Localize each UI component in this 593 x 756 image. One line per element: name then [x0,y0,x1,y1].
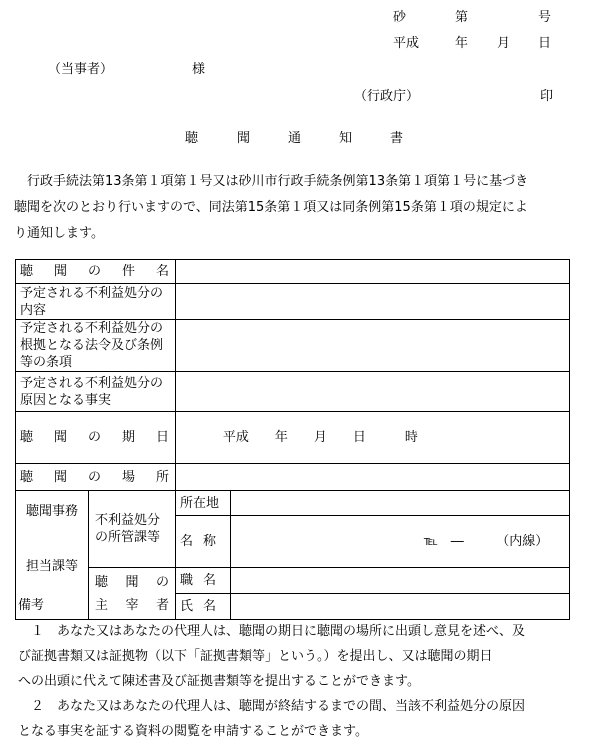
remarks-body [18,619,588,744]
location-value [231,491,570,516]
hearing-place-value [176,464,570,491]
row-hearing-place [16,464,570,491]
date-year: 年 [455,36,469,51]
recipient-honorific: 様 [192,62,206,77]
location-label: 所在地 [176,491,231,516]
post-value [231,568,570,594]
disposition-basis-value [176,320,570,372]
remark-line: ２ あなた又はあなたの代理人は、聴聞が終結するまでの間、当該不利益処分の原因 [18,699,526,714]
title-char: 聴 [185,131,199,146]
recipient-label: （当事者） [48,62,114,77]
post-label: 職 名 [176,568,231,594]
disposition-cause-label: 予定される不利益処分の原因となる事実 [16,372,176,412]
disposition-content-value [176,284,570,320]
name-label: 名 称 [176,516,231,568]
case-name-label: 聴 聞 の 件 名 [16,260,176,284]
hearing-details-table [15,259,570,620]
number-prefix: 砂 [393,10,407,25]
row-post [16,568,570,594]
number-mid: 第 [455,10,469,25]
row-hearing-date [16,412,570,464]
office-label-bottom: 担当課等 [25,559,78,574]
presider-label: 聴 聞 の 主 宰 者 [89,568,176,620]
intro-line: 聴聞を次のとおり行いますので、同法第15条第１項又は同条例第15条第１項の規定によ [14,200,528,215]
disposition-content-label: 予定される不利益処分の内容 [16,284,176,320]
person-value [231,594,570,620]
person-label: 氏 名 [176,594,231,620]
office-label-top: 聴聞事務 [25,504,78,519]
disposition-basis-label: 予定される不利益処分の根拠となる法令及び条例等の条項 [16,320,176,372]
hearing-date-label: 聴 聞 の 期 日 [16,412,176,464]
title-char: 聞 [237,131,251,146]
tel-value [231,516,570,568]
row-disposition-cause [16,372,570,412]
number-suffix: 号 [538,10,552,25]
remarks-heading: 備考 [18,598,45,613]
intro-line: り通知します。 [14,226,104,241]
issuer-label: （行政庁） [354,89,420,104]
remark-line: への出頭に代えて陳述書及び証拠書類等を提出することができます。 [18,674,420,689]
date-month: 月 [497,36,511,51]
tel-text: ℡ ― （内線） [423,534,549,549]
remark-line: び証拠書類又は証拠物（以下「証拠書類等」という。）を提出し、又は聴聞の期日 [18,649,493,664]
date-day: 日 [538,36,552,51]
seal-mark: 印 [540,89,554,104]
remark-line: となる事実を証する資料の閲覧を申請することができます。 [18,724,368,739]
date-era: 平成 [393,36,420,51]
title-char: 通 [288,131,302,146]
title-char: 書 [390,131,404,146]
row-case-name [16,260,570,284]
row-location [16,491,570,516]
hearing-date-text: 平成 年 月 日 時 [222,430,418,445]
dept-label: 不利益処分の所管課等 [89,491,176,568]
title-char: 知 [339,131,353,146]
remark-line: １ あなた又はあなたの代理人は、聴聞の期日に聴聞の場所に出頭し意見を述べ、及 [18,624,526,639]
hearing-date-value [176,412,570,464]
row-disposition-content [16,284,570,320]
case-name-value [176,260,570,284]
disposition-cause-value [176,372,570,412]
hearing-place-label: 聴 聞 の 場 所 [16,464,176,491]
row-disposition-basis [16,320,570,372]
intro-paragraph [14,169,589,247]
intro-line: 行政手続法第13条第１項第１号又は砂川市行政手続条例第13条第１項第１号に基づき [14,174,529,189]
